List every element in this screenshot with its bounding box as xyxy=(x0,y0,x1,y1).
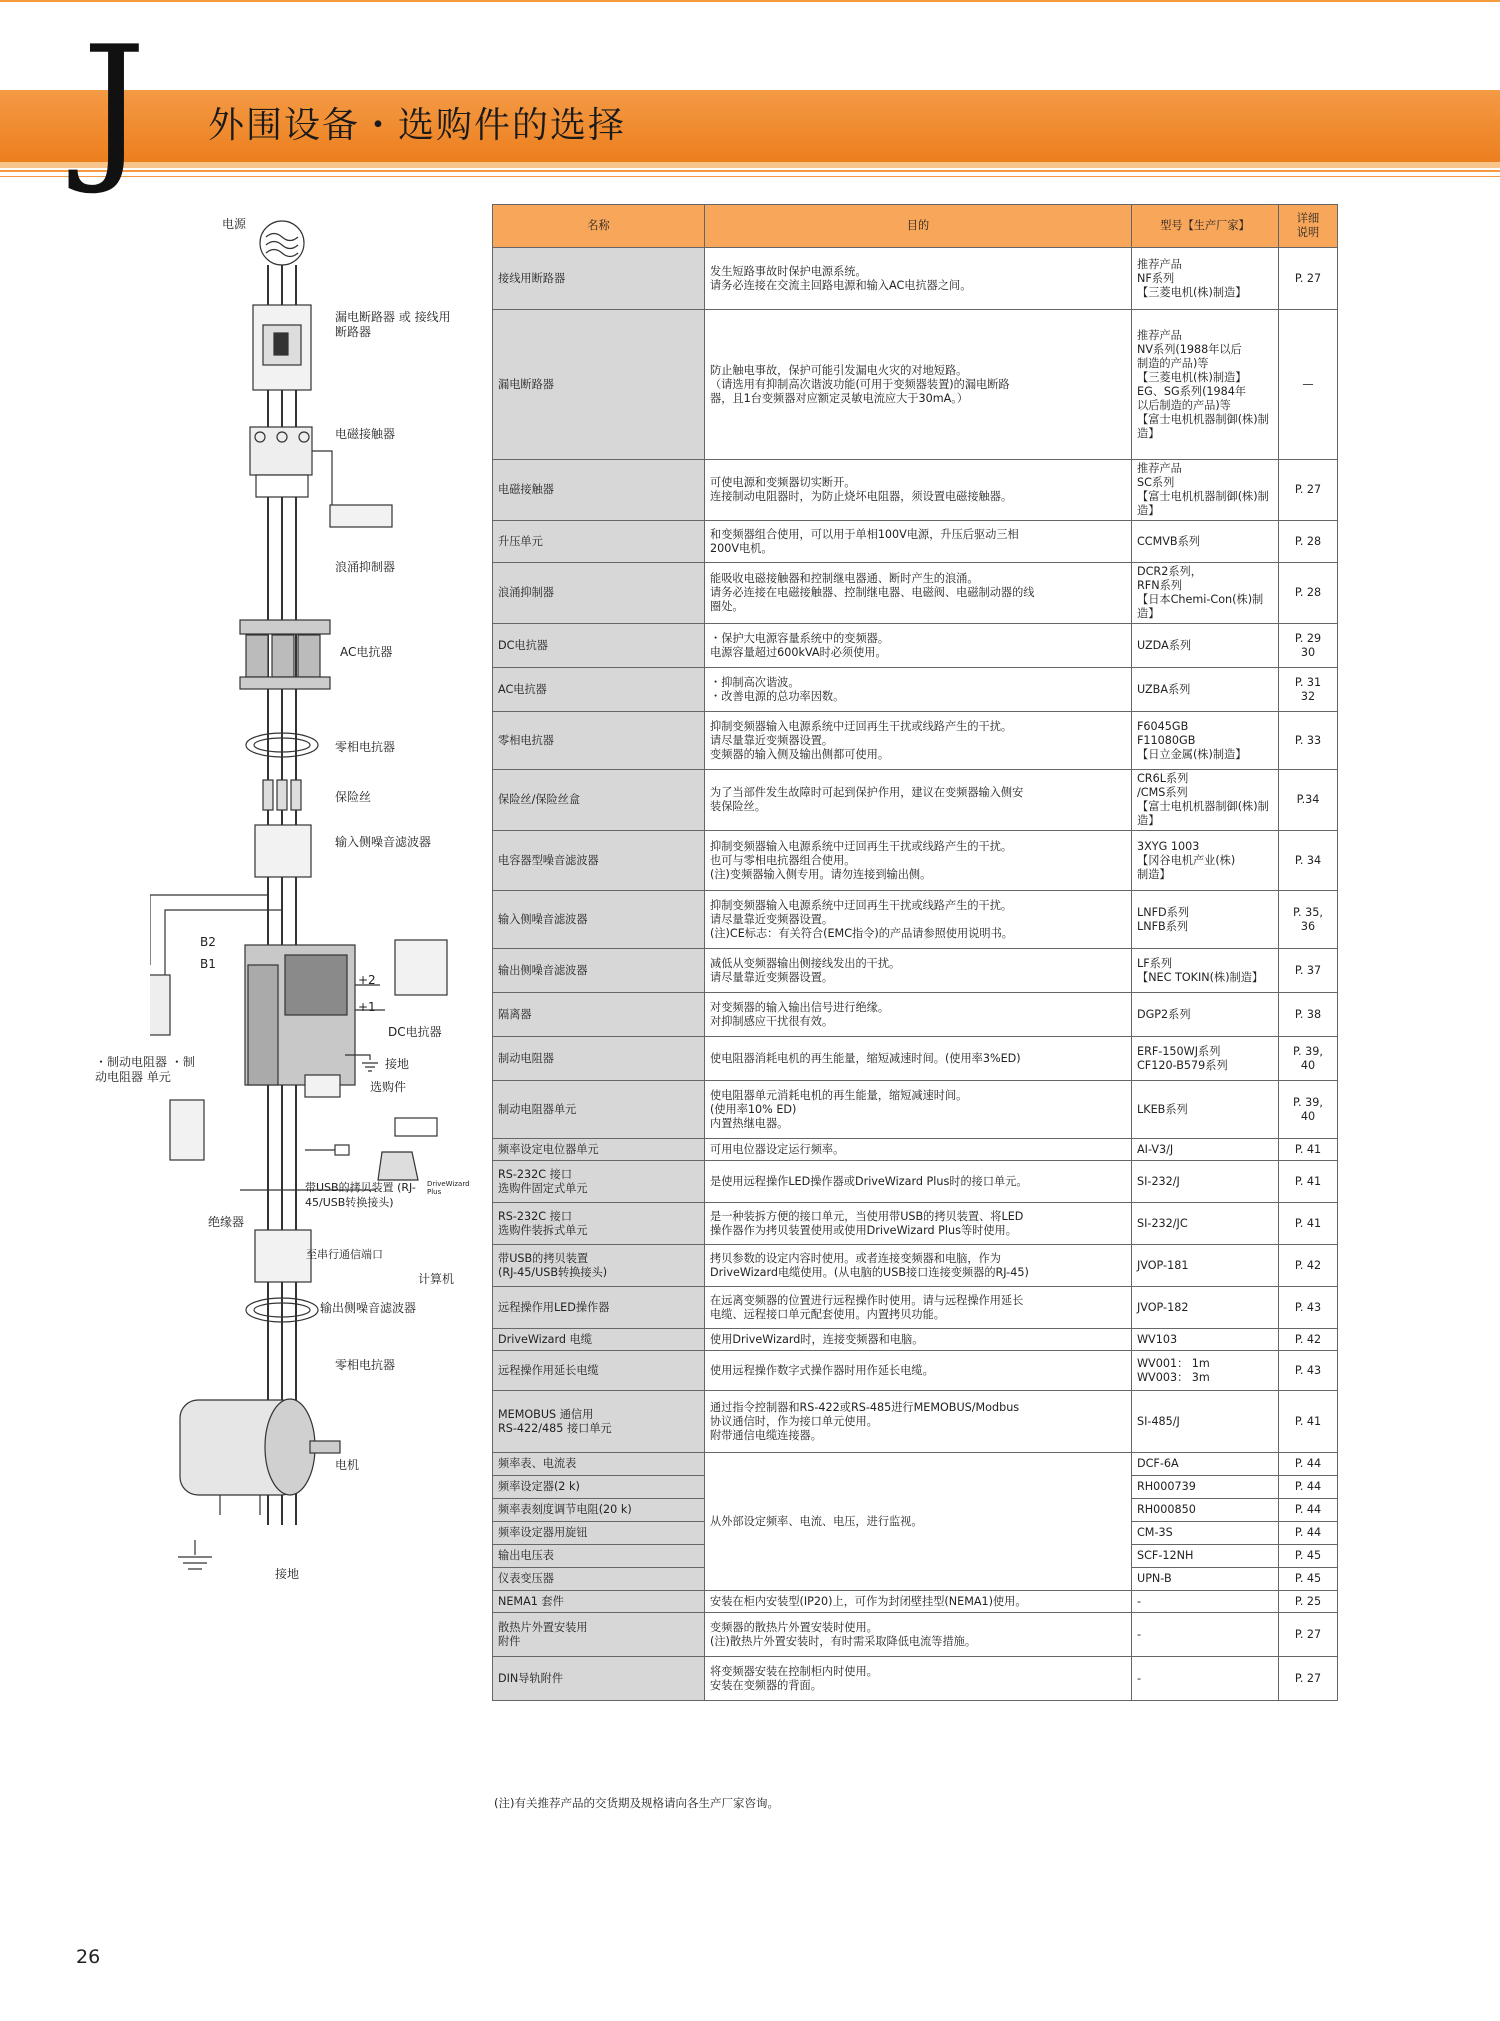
isolator-icon xyxy=(170,1100,204,1160)
input-filter-icon xyxy=(255,825,311,877)
row-model: JVOP-182 xyxy=(1132,1287,1279,1329)
row-detail-page: P. 27 xyxy=(1279,460,1338,521)
row-name: 输入侧噪音滤波器 xyxy=(493,891,705,949)
wiring-diagram xyxy=(95,205,480,1705)
table-row xyxy=(493,624,1338,668)
label-breaker: 漏电断路器 或 接线用断路器 xyxy=(335,310,451,339)
row-name: 远程操作用LED操作器 xyxy=(493,1287,705,1329)
row-name: 电磁接触器 xyxy=(493,460,705,521)
row-purpose: 在远离变频器的位置进行远程操作时使用。请与远程操作用延长 电缆、远程接口单元配套使用。内置拷贝功能。 xyxy=(705,1287,1132,1329)
braking-resistor-icon xyxy=(150,975,170,1035)
label-zero-phase-reactor: 零相电抗器 xyxy=(335,740,396,754)
row-model: - xyxy=(1132,1591,1279,1613)
row-detail-page: P. 41 xyxy=(1279,1203,1338,1245)
row-purpose: 安装在柜内安装型(IP20)上，可作为封闭壁挂型(NEMA1)使用。 xyxy=(705,1591,1132,1613)
label-plus2: +2 xyxy=(358,973,376,987)
label-zero-phase-reactor-2: 零相电抗器 xyxy=(335,1358,396,1372)
row-purpose: 和变频器组合使用，可以用于单相100V电源，升压后驱动三相 200V电机。 xyxy=(705,521,1132,563)
label-serial-port: 至串行通信端口 xyxy=(306,1248,383,1261)
label-ground: 接地 xyxy=(275,1567,300,1581)
row-model: 推荐产品 NV系列(1988年以后 制造的产品)等 【三菱电机(株)制造】 EG、SG系列(1984年 以后制造的产品)等 【富士电机机器制御(株)制造】 xyxy=(1132,310,1279,460)
row-name: DC电抗器 xyxy=(493,624,705,668)
options-table xyxy=(492,204,1338,1701)
row-name: 保险丝/保险丝盒 xyxy=(493,770,705,831)
row-purpose: 发生短路事故时保护电源系统。 请务必连接在交流主回路电源和输入AC电抗器之间。 xyxy=(705,248,1132,310)
table-row xyxy=(493,831,1338,891)
row-model: JVOP-181 xyxy=(1132,1245,1279,1287)
row-name: 升压单元 xyxy=(493,521,705,563)
row-detail-page: P. 34 xyxy=(1279,831,1338,891)
header-stripe-line xyxy=(0,176,1500,177)
row-detail-page: P. 41 xyxy=(1279,1161,1338,1203)
table-row xyxy=(493,1081,1338,1139)
fuse-icon xyxy=(263,780,273,810)
row-name: 制动电阻器单元 xyxy=(493,1081,705,1139)
column-header-name: 名称 xyxy=(493,205,705,248)
table-row xyxy=(493,521,1338,563)
header-stripe xyxy=(0,162,1500,168)
page-number: 26 xyxy=(76,1946,101,1968)
row-detail-page: P. 42 xyxy=(1279,1245,1338,1287)
row-name: 隔离器 xyxy=(493,993,705,1037)
row-detail-page: P. 43 xyxy=(1279,1351,1338,1391)
row-model: RH000850 xyxy=(1132,1499,1279,1522)
row-purpose: 使电阻器消耗电机的再生能量，缩短减速时间。(使用率3%ED) xyxy=(705,1037,1132,1081)
row-purpose: 通过指令控制器和RS-422或RS-485进行MEMOBUS/Modbus 协议通信时，作为接口单元使用。 附带通信电缆连接器。 xyxy=(705,1391,1132,1453)
row-name: RS-232C 接口 选购件装拆式单元 xyxy=(493,1203,705,1245)
label-isolator: 绝缘器 xyxy=(208,1215,245,1229)
table-row xyxy=(493,1037,1338,1081)
row-model: ERF-150WJ系列 CF120-B579系列 xyxy=(1132,1037,1279,1081)
row-purpose: 能吸收电磁接触器和控制继电器通、断时产生的浪涌。 请务必连接在电磁接触器、控制继电器、电磁阀、电磁制动器的线 圈处。 xyxy=(705,563,1132,624)
wiring-diagram-drawing xyxy=(150,205,480,1705)
row-purpose: 使用远程操作数字式操作器时用作延长电缆。 xyxy=(705,1351,1132,1391)
row-detail-page: P. 44 xyxy=(1279,1476,1338,1499)
label-power: 电源 xyxy=(222,217,247,231)
table-row xyxy=(493,1391,1338,1453)
row-model: DCR2系列， RFN系列 【日本Chemi-Con(株)制造】 xyxy=(1132,563,1279,624)
row-purpose: 使用DriveWizard时，连接变频器和电脑。 xyxy=(705,1329,1132,1351)
row-detail-page: P.34 xyxy=(1279,770,1338,831)
row-model: SI-485/J xyxy=(1132,1391,1279,1453)
power-source-icon xyxy=(260,221,304,265)
table-row xyxy=(493,1657,1338,1701)
row-purpose: 抑制变频器输入电源系统中迂回再生干扰或线路产生的干扰。 请尽量靠近变频器设置。 (注)CE标志：有关符合(EMC指令)的产品请参照使用说明书。 xyxy=(705,891,1132,949)
row-detail-page: P. 29 30 xyxy=(1279,624,1338,668)
row-purpose: 可使电源和变频器切实断开。 连接制动电阻器时，为防止烧坏电阻器，须设置电磁接触器。 xyxy=(705,460,1132,521)
row-name: 制动电阻器 xyxy=(493,1037,705,1081)
row-detail-page: P. 45 xyxy=(1279,1568,1338,1591)
row-name: 仪表变压器 xyxy=(493,1568,705,1591)
row-model: LNFD系列 LNFB系列 xyxy=(1132,891,1279,949)
table-row xyxy=(493,1329,1338,1351)
row-model: SI-232/JC xyxy=(1132,1203,1279,1245)
label-ac-reactor: AC电抗器 xyxy=(340,645,393,659)
label-b2: B2 xyxy=(200,935,216,949)
row-detail-page: P. 45 xyxy=(1279,1545,1338,1568)
row-name: 接线用断路器 xyxy=(493,248,705,310)
table-row xyxy=(493,949,1338,993)
row-model: DGP2系列 xyxy=(1132,993,1279,1037)
row-purpose: 抑制变频器输入电源系统中迂回再生干扰或线路产生的干扰。 也可与零相电抗器组合使用。 (注)变频器输入侧专用。请勿连接到输出侧。 xyxy=(705,831,1132,891)
row-model: 推荐产品 SC系列 【富士电机机器制御(株)制造】 xyxy=(1132,460,1279,521)
row-detail-page: P. 42 xyxy=(1279,1329,1338,1351)
table-row xyxy=(493,1245,1338,1287)
table-row xyxy=(493,1613,1338,1657)
row-detail-page: P. 28 xyxy=(1279,521,1338,563)
row-name: DIN导轨附件 xyxy=(493,1657,705,1701)
row-name: 浪涌抑制器 xyxy=(493,563,705,624)
row-model: - xyxy=(1132,1657,1279,1701)
row-detail-page: P. 44 xyxy=(1279,1453,1338,1476)
row-purpose: ・抑制高次谐波。 ・改善电源的总功率因数。 xyxy=(705,668,1132,712)
row-detail-page: P. 27 xyxy=(1279,1613,1338,1657)
table-row xyxy=(493,1287,1338,1329)
row-name: NEMA1 套件 xyxy=(493,1591,705,1613)
row-model: CM-3S xyxy=(1132,1522,1279,1545)
row-model: WV001： 1m WV003： 3m xyxy=(1132,1351,1279,1391)
row-name: MEMOBUS 通信用 RS-422/485 接口单元 xyxy=(493,1391,705,1453)
row-detail-page: P. 25 xyxy=(1279,1591,1338,1613)
top-rule xyxy=(0,0,1500,2)
row-name: 输出电压表 xyxy=(493,1545,705,1568)
table-row xyxy=(493,668,1338,712)
row-detail-page: P. 44 xyxy=(1279,1499,1338,1522)
row-name: 散热片外置安装用 附件 xyxy=(493,1613,705,1657)
table-row xyxy=(493,1453,1338,1476)
footnote: (注)有关推荐产品的交货期及规格请向各生产厂家咨询。 xyxy=(494,1796,779,1810)
label-drivewizard: DriveWizard Plus xyxy=(427,1180,470,1196)
row-model: F6045GB F11080GB 【日立金属(株)制造】 xyxy=(1132,712,1279,770)
row-model: 3XYG 1003 【冈谷电机产业(株) 制造】 xyxy=(1132,831,1279,891)
row-detail-page: P. 27 xyxy=(1279,1657,1338,1701)
label-output-filter: 输出侧噪音滤波器 xyxy=(320,1301,417,1315)
row-model: SI-232/J xyxy=(1132,1161,1279,1203)
row-detail-page: P. 37 xyxy=(1279,949,1338,993)
table-row xyxy=(493,310,1338,460)
row-purpose: 拷贝参数的设定内容时使用。或者连接变频器和电脑，作为 DriveWizard电缆使用。(从电脑的USB接口连接变频器的RJ-45) xyxy=(705,1245,1132,1287)
row-name: 电容器型噪音滤波器 xyxy=(493,831,705,891)
row-name: AC电抗器 xyxy=(493,668,705,712)
row-detail-page: P. 31 32 xyxy=(1279,668,1338,712)
label-contactor: 电磁接触器 xyxy=(335,427,396,441)
row-name: 频率设定电位器单元 xyxy=(493,1139,705,1161)
row-purpose: ・保护大电源容量系统中的变频器。 电源容量超过600kVA时必须使用。 xyxy=(705,624,1132,668)
table-body xyxy=(493,248,1338,1701)
table-row xyxy=(493,1139,1338,1161)
label-motor: 电机 xyxy=(335,1458,360,1472)
row-detail-page: P. 33 xyxy=(1279,712,1338,770)
label-braking-resistor: ・制动电阻器 ・制动电阻器 单元 xyxy=(95,1055,195,1084)
label-input-filter: 输入侧噪音滤波器 xyxy=(335,835,432,849)
label-dc-reactor: DC电抗器 xyxy=(388,1025,442,1039)
label-b1: B1 xyxy=(200,957,216,971)
table-row xyxy=(493,891,1338,949)
option-icon xyxy=(305,1075,340,1097)
row-purpose: 变频器的散热片外置安装时使用。 (注)散热片外置安装时，有时需采取降低电流等措施。 xyxy=(705,1613,1132,1657)
row-detail-page: P. 35, 36 xyxy=(1279,891,1338,949)
column-header-detail: 详细 说明 xyxy=(1279,205,1338,248)
row-detail-page: P. 41 xyxy=(1279,1391,1338,1453)
row-name: 频率表、电流表 xyxy=(493,1453,705,1476)
table-row xyxy=(493,1203,1338,1245)
row-detail-page: P. 38 xyxy=(1279,993,1338,1037)
row-model: UZBA系列 xyxy=(1132,668,1279,712)
header-stripe-line xyxy=(0,170,1500,172)
output-filter-icon xyxy=(255,1230,311,1282)
table-header-row xyxy=(493,205,1338,248)
row-model: CR6L系列 /CMS系列 【富士电机机器制御(株)制造】 xyxy=(1132,770,1279,831)
row-name: 频率设定器用旋钮 xyxy=(493,1522,705,1545)
row-detail-page: P. 43 xyxy=(1279,1287,1338,1329)
row-model: - xyxy=(1132,1613,1279,1657)
row-detail-page: P. 44 xyxy=(1279,1522,1338,1545)
page-title: 外围设备・选购件的选择 xyxy=(208,105,627,146)
table-row xyxy=(493,248,1338,310)
row-model: UPN-B xyxy=(1132,1568,1279,1591)
row-purpose: 为了当部件发生故障时可起到保护作用，建议在变频器输入侧安 装保险丝。 xyxy=(705,770,1132,831)
ac-reactor-icon xyxy=(240,620,330,634)
label-plus1: +1 xyxy=(358,1000,376,1014)
table-row xyxy=(493,770,1338,831)
row-detail-page: — xyxy=(1279,310,1338,460)
label-fuse: 保险丝 xyxy=(335,790,372,804)
table-row xyxy=(493,1351,1338,1391)
row-model: UZDA系列 xyxy=(1132,624,1279,668)
row-purpose: 防止触电事故，保护可能引发漏电火灾的对地短路。 （请选用有抑制高次谐波功能(可用于变频器装置)的漏电断路 器，且1台变频器对应额定灵敏电流应大于30mA。） xyxy=(705,310,1132,460)
ground-icon xyxy=(362,1063,378,1071)
row-name: 带USB的拷贝装置 (RJ-45/USB转换接头) xyxy=(493,1245,705,1287)
row-purpose: 将变频器安装在控制柜内时使用。 安装在变频器的背面。 xyxy=(705,1657,1132,1701)
row-detail-page: P. 27 xyxy=(1279,248,1338,310)
label-ground-top: 接地 xyxy=(385,1057,410,1071)
row-model: CCMVB系列 xyxy=(1132,521,1279,563)
table-row xyxy=(493,563,1338,624)
label-option: 选购件 xyxy=(370,1080,407,1094)
row-purpose: 使电阻器单元消耗电机的再生能量，缩短减速时间。 (使用率10% ED) 内置热继电器。 xyxy=(705,1081,1132,1139)
row-detail-page: P. 39, 40 xyxy=(1279,1081,1338,1139)
table-row xyxy=(493,1161,1338,1203)
row-purpose: 对变频器的输入输出信号进行绝缘。 对抑制感应干扰很有效。 xyxy=(705,993,1132,1037)
row-purpose: 是使用远程操作LED操作器或DriveWizard Plus时的接口单元。 xyxy=(705,1161,1132,1203)
column-header-model: 型号【生产厂家】 xyxy=(1132,205,1279,248)
row-model: WV103 xyxy=(1132,1329,1279,1351)
label-surge-absorber: 浪涌抑制器 xyxy=(335,560,396,574)
row-model: AI-V3/J xyxy=(1132,1139,1279,1161)
table-row xyxy=(493,993,1338,1037)
surge-absorber-icon xyxy=(330,505,392,527)
row-name: DriveWizard 电缆 xyxy=(493,1329,705,1351)
row-model: 推荐产品 NF系列 【三菱电机(株)制造】 xyxy=(1132,248,1279,310)
table-row xyxy=(493,712,1338,770)
row-name: 远程操作用延长电缆 xyxy=(493,1351,705,1391)
table-row xyxy=(493,1591,1338,1613)
row-model: LKEB系列 xyxy=(1132,1081,1279,1139)
row-name: 频率表刻度调节电阻(20 k) xyxy=(493,1499,705,1522)
table-row xyxy=(493,460,1338,521)
row-purpose: 减低从变频器输出侧接线发出的干扰。 请尽量靠近变频器设置。 xyxy=(705,949,1132,993)
computer-icon xyxy=(378,1152,418,1180)
row-detail-page: P. 41 xyxy=(1279,1139,1338,1161)
row-model: RH000739 xyxy=(1132,1476,1279,1499)
row-name: 频率设定器(2 k) xyxy=(493,1476,705,1499)
ground-icon xyxy=(178,1540,212,1569)
dc-reactor-icon xyxy=(395,940,447,995)
row-model: LF系列 【NEC TOKIN(株)制造】 xyxy=(1132,949,1279,993)
row-purpose: 从外部设定频率、电流、电压，进行监视。 xyxy=(705,1453,1132,1591)
label-usb-copy-unit: 带USB的拷贝装置 (RJ-45/USB转换接头) xyxy=(305,1181,416,1209)
row-name: 零相电抗器 xyxy=(493,712,705,770)
row-name: RS-232C 接口 选购件固定式单元 xyxy=(493,1161,705,1203)
row-model: SCF-12NH xyxy=(1132,1545,1279,1568)
row-name: 输出侧噪音滤波器 xyxy=(493,949,705,993)
row-model: DCF-6A xyxy=(1132,1453,1279,1476)
column-header-purpose: 目的 xyxy=(705,205,1132,248)
row-purpose: 抑制变频器输入电源系统中迂回再生干扰或线路产生的干扰。 请尽量靠近变频器设置。 变频器的输入侧及输出侧都可使用。 xyxy=(705,712,1132,770)
contactor-icon xyxy=(250,427,312,475)
label-computer: 计算机 xyxy=(418,1272,455,1286)
row-purpose: 是一种装拆方便的接口单元，当使用带USB的拷贝装置、将LED 操作器作为拷贝装置使用或使用DriveWizard Plus等时使用。 xyxy=(705,1203,1132,1245)
section-letter: J xyxy=(82,11,147,198)
row-name: 漏电断路器 xyxy=(493,310,705,460)
row-purpose: 可用电位器设定运行频率。 xyxy=(705,1139,1132,1161)
row-detail-page: P. 39, 40 xyxy=(1279,1037,1338,1081)
row-detail-page: P. 28 xyxy=(1279,563,1338,624)
